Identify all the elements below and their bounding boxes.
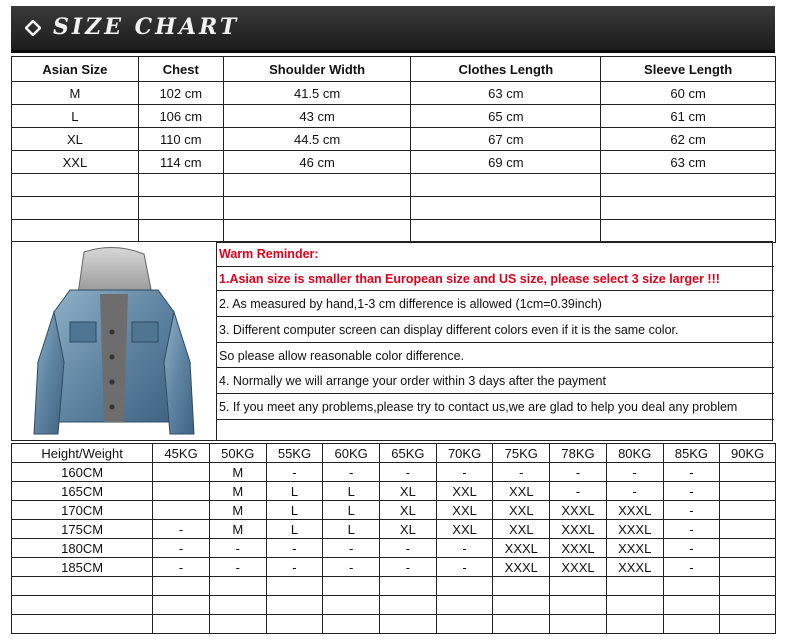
size-cell xyxy=(266,596,323,615)
size-cell: L xyxy=(323,482,380,501)
size-cell: - xyxy=(663,539,720,558)
table-row xyxy=(12,482,776,501)
size-cell xyxy=(550,596,607,615)
size-cell xyxy=(380,615,437,634)
size-cell: - xyxy=(266,558,323,577)
size-cell xyxy=(663,615,720,634)
size-cell: M xyxy=(209,501,266,520)
size-cell: XXL xyxy=(493,482,550,501)
size-cell: XXXL xyxy=(606,501,663,520)
size-cell xyxy=(720,520,776,539)
table-cell: 69 cm xyxy=(411,151,601,174)
height-cell: 175CM xyxy=(12,520,153,539)
table-cell: XXL xyxy=(12,151,139,174)
table-cell xyxy=(138,174,223,197)
header-weight: 90KG xyxy=(720,444,776,463)
table-cell xyxy=(223,174,411,197)
size-cell xyxy=(493,577,550,596)
size-cell: - xyxy=(323,539,380,558)
size-cell: XXL xyxy=(436,501,493,520)
size-cell xyxy=(606,596,663,615)
header-asian-size: Asian Size xyxy=(12,57,139,82)
header-shoulder-width: Shoulder Width xyxy=(223,57,411,82)
header-weight: 70KG xyxy=(436,444,493,463)
size-cell: L xyxy=(266,482,323,501)
header-weight: 85KG xyxy=(663,444,720,463)
table-cell xyxy=(411,174,601,197)
size-cell xyxy=(153,596,210,615)
table-cell xyxy=(138,220,223,243)
warm-reminder-panel xyxy=(11,241,773,441)
size-cell: XXL xyxy=(436,520,493,539)
size-cell: - xyxy=(436,463,493,482)
size-cell: XXXL xyxy=(606,520,663,539)
header-weight: 45KG xyxy=(153,444,210,463)
height-cell: 160CM xyxy=(12,463,153,482)
table-cell xyxy=(12,197,139,220)
size-cell xyxy=(153,501,210,520)
table-row xyxy=(12,577,776,596)
size-chart-body xyxy=(12,82,776,243)
table-cell xyxy=(411,197,601,220)
table-cell xyxy=(601,220,776,243)
size-cell xyxy=(493,615,550,634)
size-cell xyxy=(720,539,776,558)
table-cell: M xyxy=(12,82,139,105)
height-cell: 185CM xyxy=(12,558,153,577)
size-cell xyxy=(720,596,776,615)
table-cell xyxy=(601,197,776,220)
size-cell xyxy=(493,596,550,615)
table-cell: 67 cm xyxy=(411,128,601,151)
size-cell: M xyxy=(209,482,266,501)
size-cell xyxy=(323,596,380,615)
reminder-line-2: 2. As measured by hand,1-3 cm difference is allowed (1cm=0.39inch) xyxy=(217,292,774,317)
size-cell xyxy=(323,615,380,634)
header-weight: 78KG xyxy=(550,444,607,463)
size-cell: - xyxy=(606,482,663,501)
table-row xyxy=(12,596,776,615)
size-cell: - xyxy=(266,463,323,482)
table-cell xyxy=(223,220,411,243)
size-cell xyxy=(436,577,493,596)
table-row xyxy=(12,197,776,220)
size-cell xyxy=(153,482,210,501)
size-cell: M xyxy=(209,520,266,539)
size-cell: - xyxy=(606,463,663,482)
size-cell xyxy=(720,501,776,520)
size-cell: - xyxy=(153,520,210,539)
table-row xyxy=(12,128,776,151)
table-cell: 114 cm xyxy=(138,151,223,174)
size-cell xyxy=(436,596,493,615)
size-cell xyxy=(153,463,210,482)
height-cell xyxy=(12,577,153,596)
table-cell: L xyxy=(12,105,139,128)
size-cell: - xyxy=(663,558,720,577)
header-weight: 60KG xyxy=(323,444,380,463)
table-row xyxy=(12,520,776,539)
page-title: SIZE CHART xyxy=(53,14,240,40)
size-cell: - xyxy=(550,463,607,482)
diamond-outline-icon xyxy=(25,20,41,36)
size-cell: XXXL xyxy=(550,520,607,539)
size-cell: L xyxy=(266,520,323,539)
table-cell: 63 cm xyxy=(601,151,776,174)
table-cell: 60 cm xyxy=(601,82,776,105)
header-height-weight: Height/Weight xyxy=(12,444,153,463)
size-cell: - xyxy=(209,539,266,558)
header-weight: 65KG xyxy=(380,444,437,463)
height-cell: 170CM xyxy=(12,501,153,520)
size-cell: - xyxy=(436,558,493,577)
size-cell xyxy=(663,596,720,615)
table-row xyxy=(12,539,776,558)
size-cell xyxy=(606,577,663,596)
header-clothes-length: Clothes Length xyxy=(411,57,601,82)
table-cell xyxy=(601,174,776,197)
size-cell: XXL xyxy=(493,501,550,520)
table-row xyxy=(12,82,776,105)
table-row xyxy=(12,220,776,243)
table-cell xyxy=(12,220,139,243)
size-cell: - xyxy=(153,558,210,577)
table-row xyxy=(12,463,776,482)
size-cell: - xyxy=(663,482,720,501)
table-row xyxy=(12,558,776,577)
size-cell: XXXL xyxy=(493,558,550,577)
size-cell: - xyxy=(266,539,323,558)
table-cell: 61 cm xyxy=(601,105,776,128)
size-cell xyxy=(606,615,663,634)
size-cell: - xyxy=(663,501,720,520)
size-cell: L xyxy=(323,501,380,520)
size-chart-table xyxy=(11,56,776,243)
size-cell: - xyxy=(493,463,550,482)
table-cell: 63 cm xyxy=(411,82,601,105)
size-cell: - xyxy=(323,558,380,577)
reminder-line-3b: So please allow reasonable color difference. xyxy=(217,344,774,368)
table-row xyxy=(12,174,776,197)
table-cell: 46 cm xyxy=(223,151,411,174)
size-cell: XXXL xyxy=(606,539,663,558)
height-cell: 165CM xyxy=(12,482,153,501)
size-cell: XL xyxy=(380,520,437,539)
size-cell xyxy=(720,577,776,596)
table-cell: 110 cm xyxy=(138,128,223,151)
height-cell xyxy=(12,615,153,634)
reminder-line-5: 5. If you meet any problems,please try to contact us,we are glad to help you deal any problem xyxy=(217,395,774,420)
size-cell xyxy=(266,615,323,634)
size-cell: XXL xyxy=(436,482,493,501)
size-cell: M xyxy=(209,463,266,482)
jacket-illustration xyxy=(12,242,216,440)
height-weight-table xyxy=(11,443,776,634)
height-weight-body xyxy=(12,463,776,634)
size-cell: XXXL xyxy=(550,539,607,558)
size-cell: XXXL xyxy=(550,501,607,520)
table-cell xyxy=(138,197,223,220)
size-cell: - xyxy=(550,482,607,501)
size-cell: XL xyxy=(380,501,437,520)
size-cell xyxy=(380,577,437,596)
size-cell: XXXL xyxy=(493,539,550,558)
header-weight: 50KG xyxy=(209,444,266,463)
size-cell xyxy=(209,615,266,634)
table-cell: 44.5 cm xyxy=(223,128,411,151)
header-weight: 55KG xyxy=(266,444,323,463)
size-cell xyxy=(720,482,776,501)
size-chart-banner xyxy=(11,6,775,53)
header-weight: 80KG xyxy=(606,444,663,463)
size-cell: - xyxy=(380,558,437,577)
size-cell: L xyxy=(266,501,323,520)
size-cell xyxy=(720,615,776,634)
table-cell: XL xyxy=(12,128,139,151)
size-cell xyxy=(550,577,607,596)
table-row xyxy=(12,615,776,634)
size-cell xyxy=(323,577,380,596)
size-cell xyxy=(663,577,720,596)
size-cell: - xyxy=(209,558,266,577)
table-cell: 102 cm xyxy=(138,82,223,105)
size-cell: - xyxy=(380,539,437,558)
reminder-line-1-text: Asian size is smaller than European size and US size, please select 3 size larger !!! xyxy=(229,271,720,286)
size-cell: XXXL xyxy=(606,558,663,577)
reminder-line-3: 3. Different computer screen can display different colors even if it is the same color. xyxy=(217,318,774,343)
table-header-row xyxy=(12,444,776,463)
size-cell xyxy=(153,577,210,596)
size-cell: - xyxy=(323,463,380,482)
size-cell xyxy=(380,596,437,615)
table-cell xyxy=(411,220,601,243)
table-header-row xyxy=(12,57,776,82)
height-cell: 180CM xyxy=(12,539,153,558)
reminder-line-1 xyxy=(217,266,774,291)
size-cell xyxy=(550,615,607,634)
reminder-line-1-number: 1. xyxy=(219,271,230,286)
table-cell: 65 cm xyxy=(411,105,601,128)
table-cell: 106 cm xyxy=(138,105,223,128)
height-cell xyxy=(12,596,153,615)
table-row xyxy=(12,501,776,520)
table-row xyxy=(12,151,776,174)
size-cell: - xyxy=(436,539,493,558)
size-cell xyxy=(720,558,776,577)
size-cell xyxy=(209,596,266,615)
size-cell: - xyxy=(153,539,210,558)
table-cell: 41.5 cm xyxy=(223,82,411,105)
denim-jacket-image xyxy=(12,242,217,440)
size-cell: - xyxy=(663,520,720,539)
size-cell xyxy=(720,463,776,482)
header-sleeve-length: Sleeve Length xyxy=(601,57,776,82)
table-cell: 62 cm xyxy=(601,128,776,151)
size-cell xyxy=(436,615,493,634)
size-cell xyxy=(153,615,210,634)
header-chest: Chest xyxy=(138,57,223,82)
size-cell: XL xyxy=(380,482,437,501)
reminder-line-4: 4. Normally we will arrange your order within 3 days after the payment xyxy=(217,369,774,394)
size-cell: - xyxy=(380,463,437,482)
table-cell xyxy=(12,174,139,197)
reminder-title: Warm Reminder: xyxy=(219,247,319,261)
table-cell xyxy=(223,197,411,220)
size-cell xyxy=(266,577,323,596)
table-cell: 43 cm xyxy=(223,105,411,128)
size-cell xyxy=(209,577,266,596)
size-cell: XXXL xyxy=(550,558,607,577)
size-cell: XXL xyxy=(493,520,550,539)
reminder-notes xyxy=(217,242,772,440)
size-cell: L xyxy=(323,520,380,539)
size-cell: - xyxy=(663,463,720,482)
header-weight: 75KG xyxy=(493,444,550,463)
table-row xyxy=(12,105,776,128)
